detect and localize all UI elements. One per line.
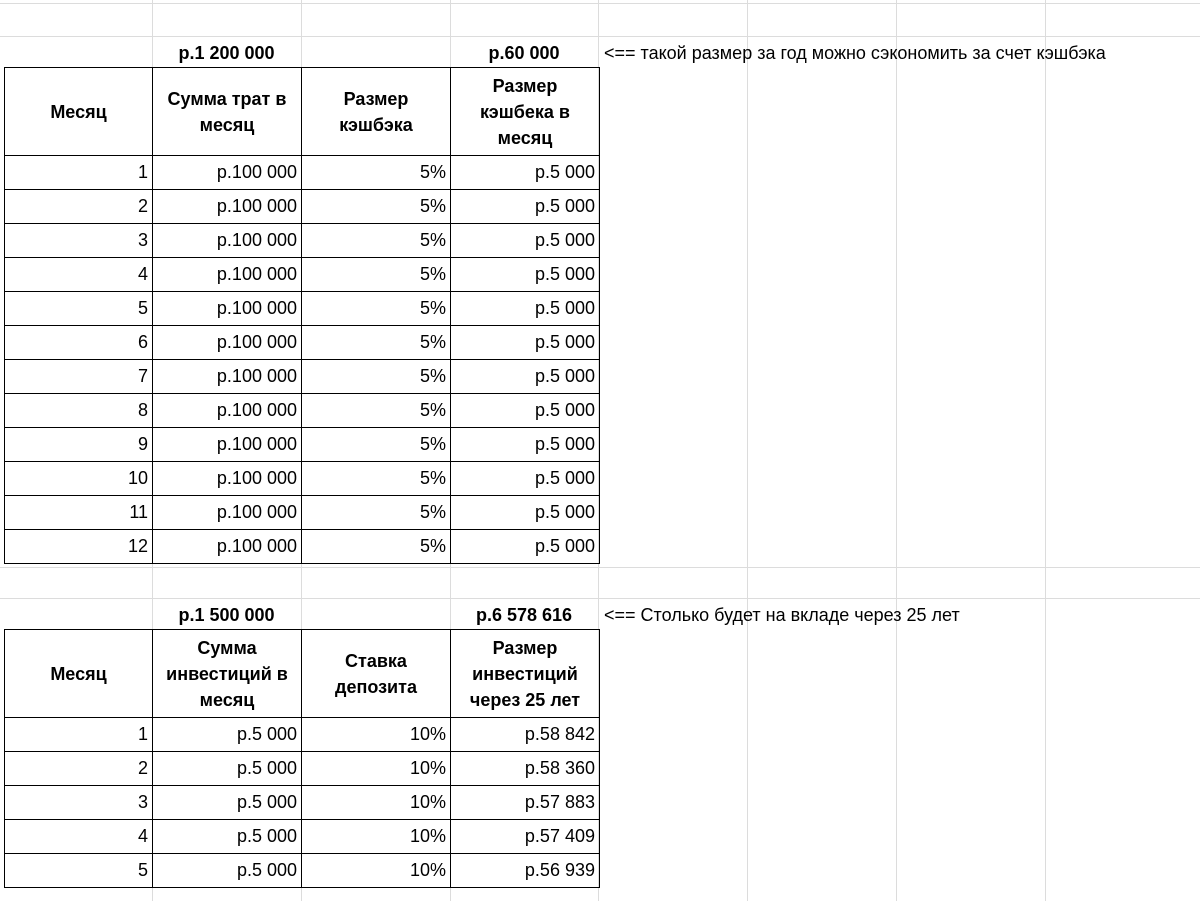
cashback-cell[interactable]: р.5 000 — [451, 462, 600, 496]
invest-cell[interactable]: р.5 000 — [153, 718, 302, 752]
month-cell[interactable]: 3 — [5, 786, 153, 820]
total-invest-cell[interactable]: р.1 500 000 — [178, 604, 275, 625]
invest-after-cell[interactable]: р.57 409 — [451, 820, 600, 854]
invest-after-cell[interactable]: р.57 883 — [451, 786, 600, 820]
rate-cell[interactable]: 10% — [302, 718, 451, 752]
invest-after-cell[interactable]: р.58 842 — [451, 718, 600, 752]
rate-cell[interactable]: 5% — [302, 394, 451, 428]
table-row — [5, 854, 600, 888]
month-cell[interactable]: 1 — [5, 718, 153, 752]
spend-cell[interactable]: р.100 000 — [153, 462, 302, 496]
gridline — [0, 3, 1200, 4]
cashback-cell[interactable]: р.5 000 — [451, 360, 600, 394]
rate-cell[interactable]: 5% — [302, 462, 451, 496]
spend-cell[interactable]: р.100 000 — [153, 190, 302, 224]
month-cell[interactable]: 5 — [5, 854, 153, 888]
cashback-table — [4, 67, 600, 564]
invest-after-cell[interactable]: р.56 939 — [451, 854, 600, 888]
rate-cell[interactable]: 10% — [302, 786, 451, 820]
rate-cell[interactable]: 5% — [302, 292, 451, 326]
month-cell[interactable]: 1 — [5, 156, 153, 190]
table-row — [5, 718, 600, 752]
header-cashback-rate[interactable]: Размер кэшбэка — [302, 68, 451, 156]
table-header-row — [5, 630, 600, 718]
month-cell[interactable]: 10 — [5, 462, 153, 496]
month-cell[interactable]: 7 — [5, 360, 153, 394]
rate-cell[interactable]: 10% — [302, 820, 451, 854]
rate-cell[interactable]: 5% — [302, 326, 451, 360]
cashback-cell[interactable]: р.5 000 — [451, 496, 600, 530]
table-row — [5, 224, 600, 258]
rate-cell[interactable]: 5% — [302, 258, 451, 292]
header-deposit-rate[interactable]: Ставка депозита — [302, 630, 451, 718]
gridline — [0, 567, 1200, 568]
month-cell[interactable]: 6 — [5, 326, 153, 360]
table-row — [5, 786, 600, 820]
month-cell[interactable]: 4 — [5, 820, 153, 854]
cashback-cell[interactable]: р.5 000 — [451, 326, 600, 360]
month-cell[interactable]: 11 — [5, 496, 153, 530]
spend-cell[interactable]: р.100 000 — [153, 224, 302, 258]
rate-cell[interactable]: 10% — [302, 854, 451, 888]
total-after-cell[interactable]: р.6 578 616 — [475, 604, 573, 625]
table-header-row — [5, 68, 600, 156]
invest-after-cell[interactable]: р.58 360 — [451, 752, 600, 786]
gridline — [896, 0, 897, 901]
table-row — [5, 156, 600, 190]
table-row — [5, 530, 600, 564]
cashback-cell[interactable]: р.5 000 — [451, 530, 600, 564]
rate-cell[interactable]: 5% — [302, 224, 451, 258]
spend-cell[interactable]: р.100 000 — [153, 326, 302, 360]
header-spend[interactable]: Сумма трат в месяц — [153, 68, 302, 156]
rate-cell[interactable]: 5% — [302, 496, 451, 530]
table-row — [5, 428, 600, 462]
rate-cell[interactable]: 5% — [302, 156, 451, 190]
gridline — [0, 36, 1200, 37]
invest-cell[interactable]: р.5 000 — [153, 820, 302, 854]
cashback-cell[interactable]: р.5 000 — [451, 292, 600, 326]
cashback-cell[interactable]: р.5 000 — [451, 258, 600, 292]
month-cell[interactable]: 4 — [5, 258, 153, 292]
spend-cell[interactable]: р.100 000 — [153, 292, 302, 326]
cashback-cell[interactable]: р.5 000 — [451, 190, 600, 224]
table-row — [5, 394, 600, 428]
header-invest-after[interactable]: Размер инвестиций через 25 лет — [451, 630, 600, 718]
rate-cell[interactable]: 5% — [302, 530, 451, 564]
table-row — [5, 190, 600, 224]
cashback-note[interactable]: <== такой размер за год можно сэкономить за счет кэшбэка — [604, 43, 1106, 63]
spend-cell[interactable]: р.100 000 — [153, 360, 302, 394]
spend-cell[interactable]: р.100 000 — [153, 428, 302, 462]
header-month[interactable]: Месяц — [5, 630, 153, 718]
table-row — [5, 820, 600, 854]
table-row — [5, 752, 600, 786]
invest-cell[interactable]: р.5 000 — [153, 752, 302, 786]
month-cell[interactable]: 5 — [5, 292, 153, 326]
spend-cell[interactable]: р.100 000 — [153, 156, 302, 190]
month-cell[interactable]: 8 — [5, 394, 153, 428]
header-invest[interactable]: Сумма инвестиций в месяц — [153, 630, 302, 718]
rate-cell[interactable]: 5% — [302, 360, 451, 394]
invest-cell[interactable]: р.5 000 — [153, 854, 302, 888]
gridline — [747, 0, 748, 901]
rate-cell[interactable]: 10% — [302, 752, 451, 786]
table-row — [5, 462, 600, 496]
rate-cell[interactable]: 5% — [302, 428, 451, 462]
cashback-cell[interactable]: р.5 000 — [451, 156, 600, 190]
cashback-cell[interactable]: р.5 000 — [451, 224, 600, 258]
month-cell[interactable]: 12 — [5, 530, 153, 564]
total-spend-cell[interactable]: р.1 200 000 — [178, 42, 275, 63]
month-cell[interactable]: 9 — [5, 428, 153, 462]
spend-cell[interactable]: р.100 000 — [153, 258, 302, 292]
table-row — [5, 258, 600, 292]
gridline — [0, 598, 1200, 599]
cashback-cell[interactable]: р.5 000 — [451, 394, 600, 428]
spend-cell[interactable]: р.100 000 — [153, 496, 302, 530]
spend-cell[interactable]: р.100 000 — [153, 530, 302, 564]
gridline — [1045, 0, 1046, 901]
cashback-cell[interactable]: р.5 000 — [451, 428, 600, 462]
table-row — [5, 360, 600, 394]
spend-cell[interactable]: р.100 000 — [153, 394, 302, 428]
rate-cell[interactable]: 5% — [302, 190, 451, 224]
month-cell[interactable]: 2 — [5, 752, 153, 786]
table-row — [5, 496, 600, 530]
total-cashback-cell[interactable]: р.60 000 — [488, 42, 560, 63]
month-cell[interactable]: 2 — [5, 190, 153, 224]
month-cell[interactable]: 3 — [5, 224, 153, 258]
header-cashback-amount[interactable]: Размер кэшбека в месяц — [451, 68, 600, 156]
invest-cell[interactable]: р.5 000 — [153, 786, 302, 820]
deposit-note[interactable]: <== Столько будет на вкладе через 25 лет — [604, 605, 960, 625]
table-row — [5, 326, 600, 360]
deposit-table — [4, 629, 600, 888]
table-row — [5, 292, 600, 326]
header-month[interactable]: Месяц — [5, 68, 153, 156]
